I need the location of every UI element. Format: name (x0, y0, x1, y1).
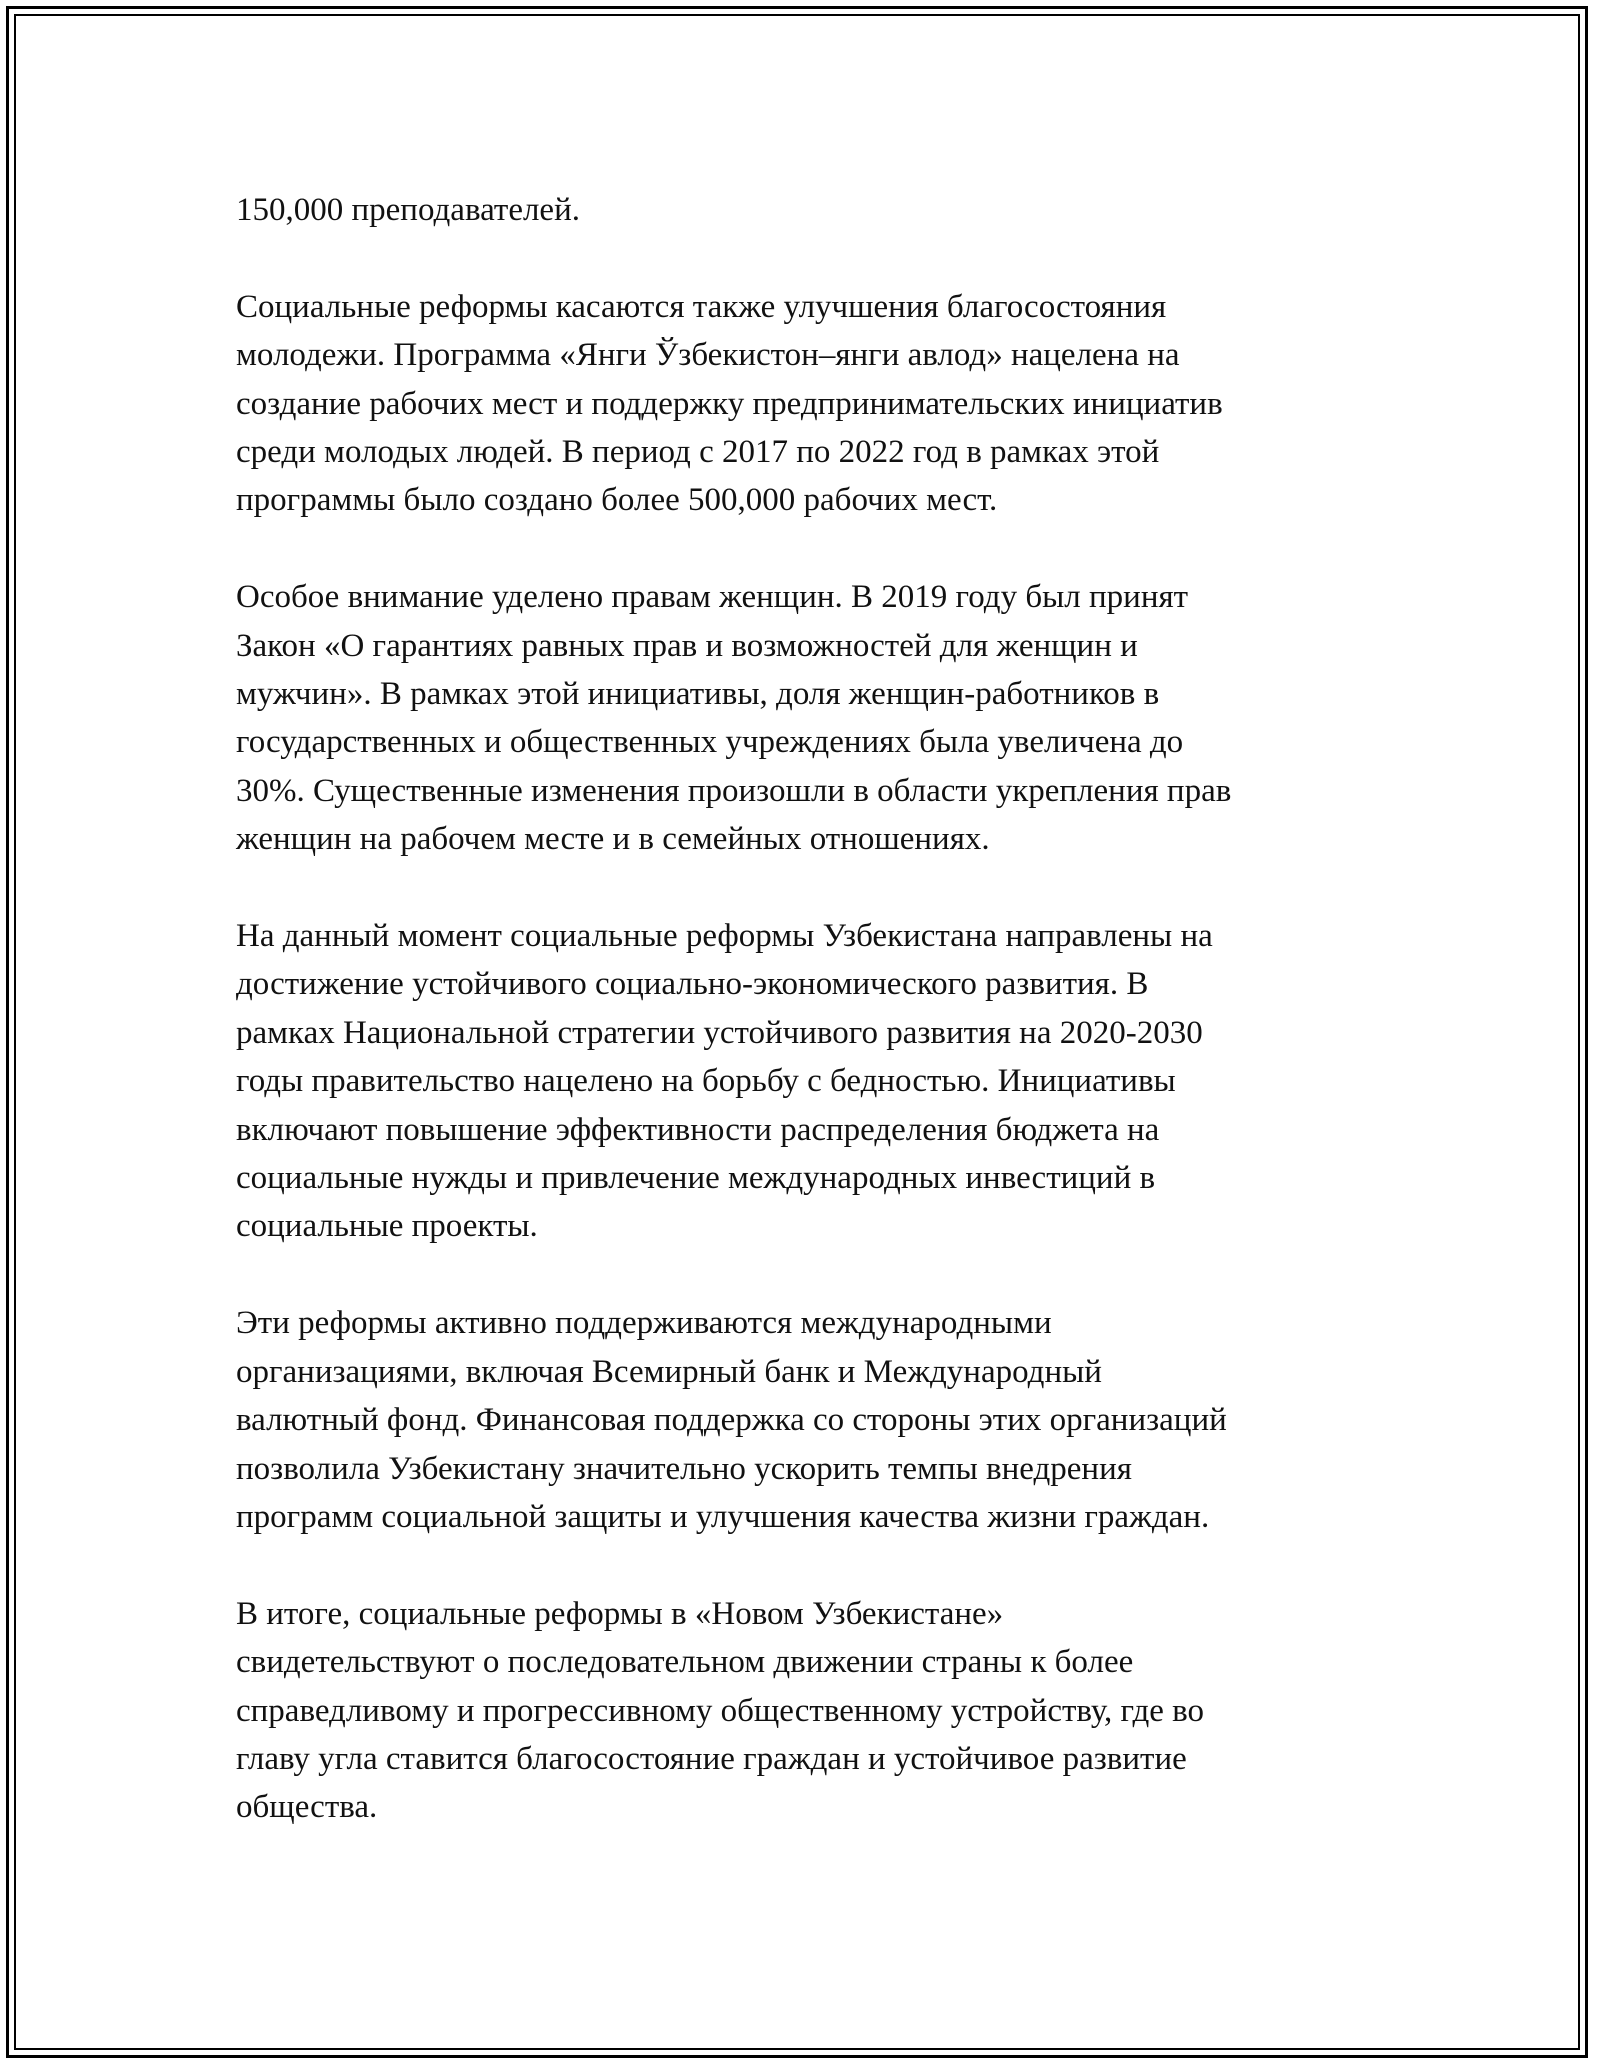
text-line: организациями, включая Всемирный банк и Международный (236, 1353, 1102, 1390)
text-line: 30%. Существенные изменения произошли в области укрепления прав (236, 772, 1232, 809)
text-line: рамках Национальной стратегии устойчивого развития на 2020-2030 (236, 1014, 1203, 1051)
text-line: молодежи. Программа «Янги Ўзбекистон–янги авлод» нацелена на (236, 337, 1180, 374)
text-line: социальные проекты. (236, 1208, 538, 1245)
text-line: включают повышение эффективности распределения бюджета на (236, 1111, 1160, 1148)
text-line: Социальные реформы касаются также улучшения благосостояния (236, 288, 1167, 325)
paragraph-3 (236, 573, 1366, 863)
paragraph-5 (236, 1299, 1366, 1541)
text-line: программ социальной защиты и улучшения качества жизни граждан. (236, 1498, 1210, 1535)
paragraph-6 (236, 1590, 1366, 1832)
text-line: валютный фонд. Финансовая поддержка со стороны этих организаций (236, 1402, 1227, 1439)
text-line: Особое внимание уделено правам женщин. В 2019 году был принят (236, 579, 1189, 616)
text-line: социальные нужды и привлечение международных инвестиций в (236, 1160, 1156, 1197)
text-line: программы было создано более 500,000 рабочих мест. (236, 482, 998, 519)
text-line: Эти реформы активно поддерживаются международными (236, 1305, 1052, 1342)
text-line: среди молодых людей. В период с 2017 по 2022 год в рамках этой (236, 434, 1160, 471)
text-line: создание рабочих мест и поддержку предпринимательских инициатив (236, 385, 1223, 422)
text-line: 150,000 преподавателей. (236, 192, 580, 228)
text-line: общества. (236, 1789, 378, 1826)
text-line: свидетельствуют о последовательном движении страны к более (236, 1644, 1134, 1681)
paragraph-4 (236, 912, 1366, 1251)
text-line: достижение устойчивого социально-экономического развития. В (236, 966, 1149, 1003)
text-line: В итоге, социальные реформы в «Новом Узбекистане» (236, 1595, 1004, 1632)
text-line: женщин на рабочем месте и в семейных отношениях. (236, 821, 990, 858)
text-line: Закон «О гарантиях равных прав и возможностей для женщин и (236, 627, 1138, 664)
paragraph-2 (236, 283, 1366, 525)
text-line: государственных и общественных учреждениях была увеличена до (236, 724, 1184, 761)
text-line: позволила Узбекистану значительно ускорить темпы внедрения (236, 1450, 1132, 1487)
text-line: годы правительство нацелено на борьбу с бедностью. Инициативы (236, 1063, 1176, 1100)
text-line: мужчин». В рамках этой инициативы, доля женщин-работников в (236, 676, 1160, 713)
text-line: справедливому и прогрессивному общественному устройству, где во (236, 1692, 1204, 1729)
text-line: На данный момент социальные реформы Узбекистана направлены на (236, 918, 1213, 955)
paragraph-1 (236, 186, 1366, 234)
document-body (236, 186, 1366, 1880)
text-line: главу угла ставится благосостояние граждан и устойчивое развитие (236, 1740, 1187, 1777)
